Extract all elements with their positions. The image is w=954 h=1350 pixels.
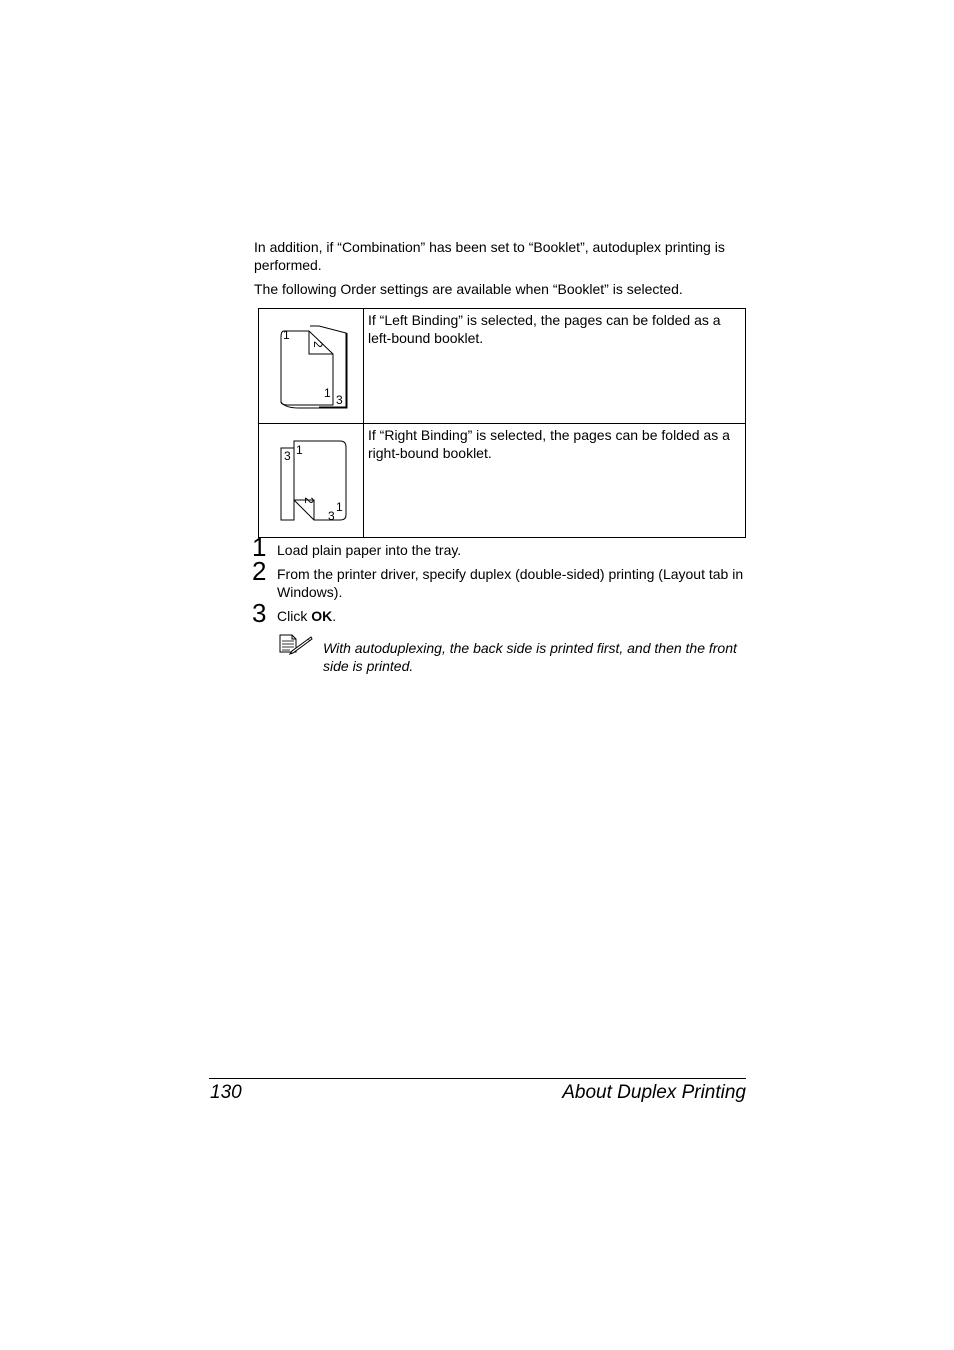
right-binding-diagram-cell — [259, 424, 364, 538]
footer-page-number: 130 — [210, 1082, 242, 1103]
left-binding-diagram-cell — [259, 309, 364, 424]
binding-options-table — [258, 308, 746, 538]
step-3-ok-label: OK — [311, 608, 333, 624]
left-page-label-2: 2 — [311, 341, 325, 348]
note-pencil-icon — [278, 634, 314, 658]
right-binding-description: If “Right Binding” is selected, the pages can be folded as a right-bound booklet. — [364, 424, 746, 538]
step-1-number: 1 — [252, 532, 267, 562]
step-1-text: Load plain paper into the tray. — [277, 542, 462, 558]
footer-section-title: About Duplex Printing — [562, 1082, 746, 1103]
left-page-label-4: 3 — [336, 393, 343, 407]
right-page-label-3-back: 3 — [284, 449, 291, 463]
right-binding-diagram-icon — [259, 424, 363, 535]
table-row-right-binding — [259, 424, 746, 538]
table-row-left-binding — [259, 309, 746, 424]
intro-combination-paragraph: In addition, if “Combination” has been set to “Booklet”, autoduplex printing is performed. — [254, 239, 725, 273]
right-page-label-1: 1 — [336, 500, 343, 514]
left-binding-description: If “Left Binding” is selected, the pages can be folded as a left-bound booklet. — [364, 309, 746, 424]
step-3-text — [277, 607, 747, 625]
step-3-suffix: . — [332, 608, 337, 624]
step-2-number: 2 — [252, 556, 267, 586]
right-page-label-3-partial: 3 — [328, 509, 335, 523]
right-page-label-2: 2 — [302, 497, 316, 504]
left-binding-diagram-icon — [259, 309, 363, 421]
note-text: With autoduplexing, the back side is printed first, and then the front side is printed. — [323, 640, 737, 674]
footer-divider — [209, 1078, 746, 1079]
intro-order-paragraph: The following Order settings are available when “Booklet” is selected. — [254, 281, 683, 297]
right-page-label-1-front: 1 — [296, 443, 303, 457]
step-3-number: 3 — [252, 598, 267, 628]
left-page-label-1: 1 — [283, 328, 290, 342]
left-page-label-3: 1 — [324, 386, 331, 400]
step-3-prefix: Click — [277, 608, 312, 624]
step-2-text: From the printer driver, specify duplex (double-sided) printing (Layout tab in Windows). — [277, 566, 744, 600]
